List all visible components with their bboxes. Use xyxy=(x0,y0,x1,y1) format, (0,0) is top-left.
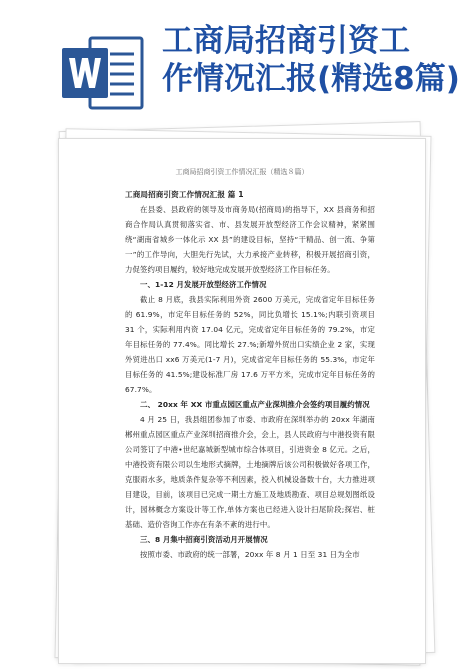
running-head: 工商局招商引资工作情况汇报（精选８篇） xyxy=(175,168,309,176)
article-title: 工商局招商引资工作情况汇报 篇 1 xyxy=(125,190,244,199)
section-heading-2: 二、 20xx 年 XX 市重点园区重点产业深圳推介会签约项目履约情况 xyxy=(140,400,370,409)
paragraph-section-3: 按照市委、市政府的统一部署，20xx 年 8 月 1 日至 31 日为全市 xyxy=(140,550,360,559)
document-page xyxy=(58,138,426,664)
paragraph-intro: 在县委、县政府的领导及市商务局(招商局)的指导下，XX 县商务和招商合作局认真贯彻落实省、市、县发展开放型经济工作会议精神，紧紧围绕“湖南省城乡一体化示 XX 县”的建设目标，坚持“干精品、创一流、争第一”的工作导向，大胆先行先试，大力承接产业转移，积极开展招商引资，力促签约项目履约，较好地完成发展开放型经济工作目标任务。 xyxy=(125,205,375,274)
title-line-2: 作情况汇报(精选8篇) xyxy=(162,61,460,97)
document-body xyxy=(125,187,375,562)
section-heading-3: 三、8 月集中招商引资活动月开展情况 xyxy=(140,535,268,544)
title-line-1: 工商局招商引资工 xyxy=(162,23,410,59)
document-title xyxy=(162,22,462,98)
header-banner xyxy=(0,0,474,112)
paragraph-section-2: 4 月 25 日，我县组团参加了市委、市政府在深圳举办的 20xx 年湖南郴州重点园区重点产业深圳招商推介会，会上，县人民政府与中港投资有限公司签订了中港•世纪嘉城新型城市综合体项目，引进资金 8 亿元。之后，中港投资有限公司以生地形式摘牌，土地摘牌后该公司积极做好各项工作，克服雨水多，地质条件复杂等不利因素，投入机械设备数十台，大力推进项目建设，目前，该项目已完成一期土方施工及地质勘查、项目总规划图纸设计，园林概念方案设计等工作,单体方案也已经进入设计扫尾阶段;探岩、桩基础、造价咨询工作亦在有条不紊的进行中。 xyxy=(125,415,375,529)
section-heading-1: 一、1-12 月发展开放型经济工作情况 xyxy=(140,280,267,289)
paragraph-section-1: 截止 8 月底，我县实际利用外资 2600 万美元，完成省定年目标任务的 61.9%，市定年目标任务的 52%，同比负增长 15.1%;内联引资项目 31 个，实际利用内资 17.04 亿元，完成省定年目标任务的 79.2%，市定年目标任务的 77.4%。同比增长 27.%;新增外贸出口实绩企业 2 家，实现外贸进出口 xx6 万美元(1-7 月)，完成省定年目标任务的 55.3%，市定年目标任务的 41.5%;建设标准厂房 17.6 万平方米，完成市定年目标任务的 67.7%。 xyxy=(125,295,375,394)
word-document-icon xyxy=(60,36,146,110)
